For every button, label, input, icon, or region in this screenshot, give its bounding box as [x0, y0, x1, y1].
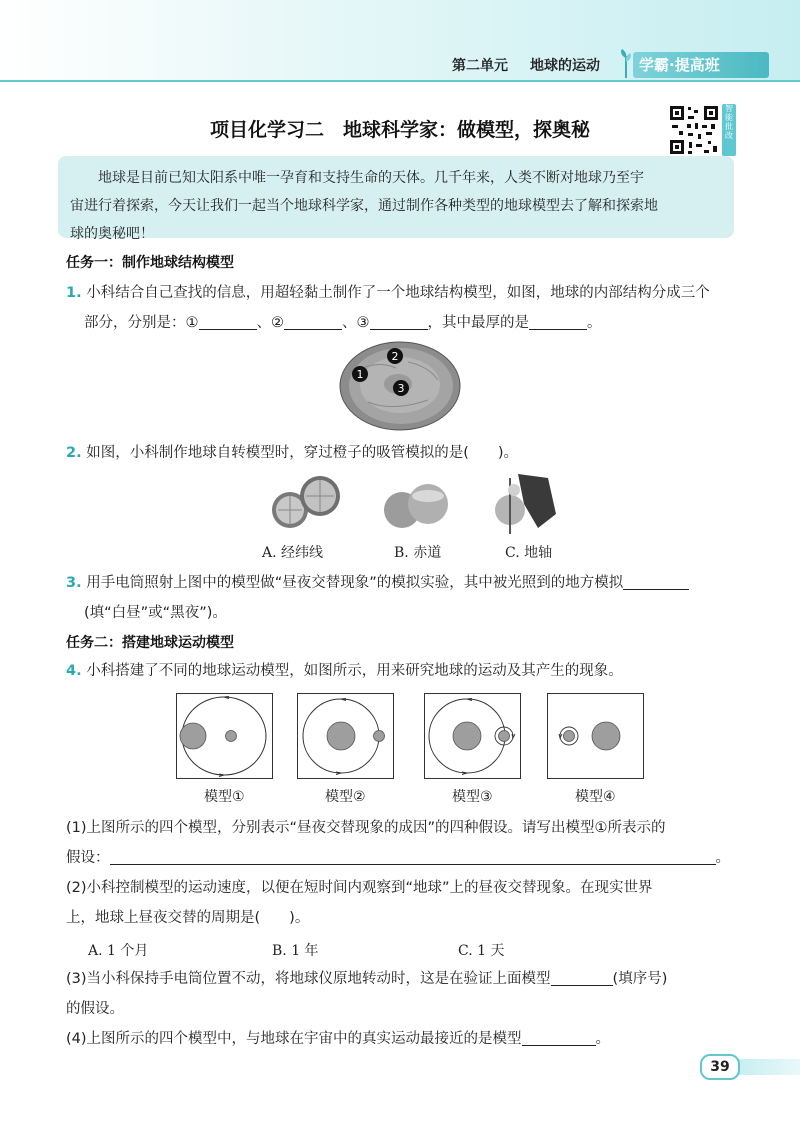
answer-blank-sub-3[interactable]	[551, 967, 613, 986]
answer-blank-sub-4[interactable]	[522, 1027, 596, 1046]
model-2-diagram	[298, 694, 393, 778]
question-1-end: 。	[587, 315, 602, 331]
intro-line-1: 地球是目前已知太阳系中唯一孕育和支持生命的天体。几千年来，人类不断对地球乃至宇	[98, 170, 644, 186]
sub-3-line-2: 的假设。	[66, 1001, 124, 1017]
orange-axis-image	[488, 474, 558, 534]
model-3-caption: 模型③	[452, 789, 493, 805]
option-a[interactable]: A. 经纬线	[262, 545, 324, 561]
sub-3-suffix: (填序号)	[612, 971, 668, 987]
intro-line-2: 宙进行着探索，今天让我们一起当个地球科学家，通过制作各种类型的地球模型去了解和探索地	[70, 198, 658, 214]
model-1-caption: 模型①	[204, 789, 245, 805]
sub-3-prefix: (3)当小科保持手电筒位置不动，将地球仪原地转动时，这是在验证上面模型	[66, 971, 551, 987]
question-2-number: 2.	[66, 445, 82, 461]
sub-1-prefix: 假设：	[66, 850, 110, 866]
orange-halves-image	[270, 474, 344, 532]
option-c[interactable]: C. 地轴	[505, 545, 553, 561]
sub-4-end: 。	[595, 1031, 611, 1047]
question-4-sub-4	[66, 1024, 738, 1054]
question-1	[66, 278, 738, 338]
answer-blank-3[interactable]	[370, 311, 428, 330]
page-title: 项目化学习二 地球科学家：做模型，探奥秘	[209, 119, 590, 141]
sub-2-option-c[interactable]: C. 1 天	[458, 943, 505, 959]
answer-blank-hypothesis[interactable]	[110, 846, 716, 865]
answer-blank-2[interactable]	[284, 311, 342, 330]
sub-2-option-b[interactable]: B. 1 年	[272, 943, 319, 959]
answer-blank-q3[interactable]	[623, 571, 689, 590]
answer-blank-1[interactable]	[199, 311, 257, 330]
question-4-text: 小科搭建了不同的地球运动模型，如图所示，用来研究地球的运动及其产生的现象。	[86, 663, 623, 679]
sub-2-line-2: 上，地球上昼夜交替的周期是( )。	[66, 910, 310, 926]
intro-box	[58, 156, 734, 242]
earth-structure-model-image	[338, 340, 462, 432]
question-3-number: 3.	[66, 575, 82, 591]
question-1-tail: ，其中最厚的是	[427, 315, 529, 331]
page-number: 39	[700, 1054, 740, 1080]
model-1-box	[176, 693, 273, 779]
answer-blank-thickest[interactable]	[529, 311, 587, 330]
question-1-prefix: 部分，分别是：①	[84, 315, 199, 331]
unit-label: 第二单元	[452, 58, 508, 74]
smart-grading-tag: 智能批改	[722, 104, 736, 156]
marker-2-label: 2	[391, 350, 399, 363]
question-3-line-2: (填“白昼”或“黑夜”)。	[84, 605, 227, 621]
question-4-number: 4.	[66, 663, 82, 679]
question-3-line-1: 用手电筒照射上图中的模型做“昼夜交替现象”的模拟实验，其中被光照到的地方模拟	[86, 575, 624, 591]
sub-1-line-1: (1)上图所示的四个模型，分别表示“昼夜交替现象的成因”的四种假设。请写出模型①所表示的	[66, 820, 666, 836]
orange-equator-image	[382, 482, 452, 530]
page-number-tail	[736, 1059, 800, 1075]
marker-1-label: 1	[356, 368, 364, 381]
question-2	[66, 438, 738, 468]
question-4-sub-3	[66, 964, 738, 1024]
model-1-diagram	[177, 694, 272, 778]
question-4	[66, 656, 738, 686]
question-4-sub-1	[66, 813, 738, 873]
task-2-title: 任务二：搭建地球运动模型	[66, 635, 234, 651]
model-4-caption: 模型④	[575, 789, 616, 805]
marker-3-label: 3	[397, 382, 405, 395]
question-1-sep-1: 、②	[256, 315, 284, 331]
model-3-box	[424, 693, 521, 779]
question-1-line-1: 小科结合自己查找的信息，用超轻黏土制作了一个地球结构模型，如图，地球的内部结构分成三个	[86, 285, 710, 301]
model-2-caption: 模型②	[325, 789, 366, 805]
sub-4-prefix: (4)上图所示的四个模型中，与地球在宇宙中的真实运动最接近的是模型	[66, 1031, 522, 1047]
question-4-sub-2	[66, 873, 738, 933]
question-1-number: 1.	[66, 285, 82, 301]
model-4-box	[547, 693, 644, 779]
model-3-diagram	[425, 694, 520, 778]
chapter-label: 地球的运动	[530, 58, 600, 74]
brand-badge: 学霸·提高班	[633, 52, 769, 78]
qr-code-icon[interactable]	[668, 104, 720, 156]
question-3	[66, 568, 738, 628]
question-2-text: 如图，小科制作地球自转模型时，穿过橙子的吸管模拟的是( )。	[86, 445, 519, 461]
sub-2-line-1: (2)小科控制模型的运动速度，以便在短时间内观察到“地球”上的昼夜交替现象。在现实世界	[66, 880, 653, 896]
option-b[interactable]: B. 赤道	[394, 545, 442, 561]
question-1-sep-2: 、③	[342, 315, 370, 331]
task-1-title: 任务一：制作地球结构模型	[66, 255, 234, 271]
intro-line-3: 球的奥秘吧！	[70, 226, 154, 242]
sub-2-option-a[interactable]: A. 1 个月	[88, 943, 149, 959]
header-divider	[0, 80, 800, 82]
model-2-box	[297, 693, 394, 779]
model-4-diagram	[548, 694, 643, 778]
brand-leaf-icon	[619, 48, 633, 78]
sub-1-end: 。	[715, 850, 730, 866]
